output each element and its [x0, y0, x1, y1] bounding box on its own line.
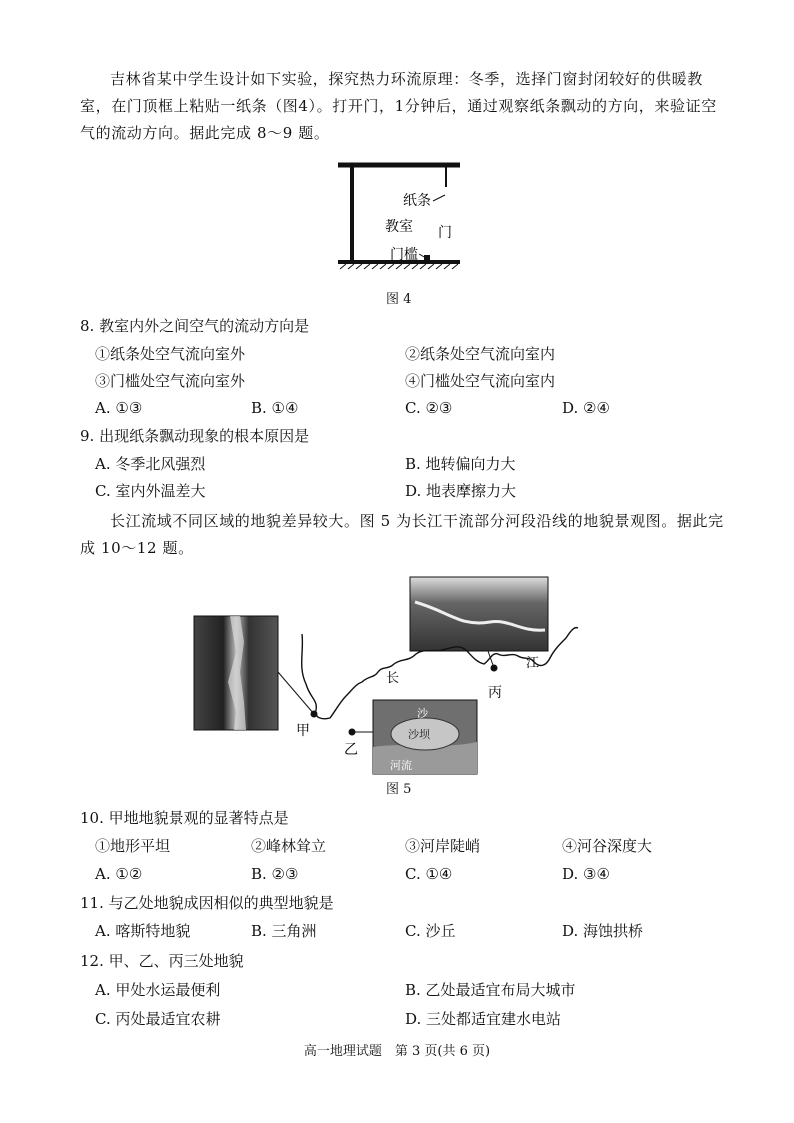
q10-item-4: ④河谷深度大 [562, 837, 653, 855]
q12-option-a: A. 甲处水运最便利 [95, 981, 221, 999]
paper-strip-pointer [433, 195, 445, 201]
figure-5-diagram [190, 572, 610, 777]
q11-option-b: B. 三角洲 [251, 922, 317, 940]
q8-option-d: D. ②④ [562, 399, 610, 417]
q10-option-c: C. ①④ [405, 865, 453, 883]
question-10-stem: 10. 甲地地貌景观的显著特点是 [80, 809, 289, 827]
q12-option-b: B. 乙处最适宜布局大城市 [405, 981, 576, 999]
q8-item-1: ①纸条处空气流向室外 [95, 345, 246, 363]
question-11-stem: 11. 与乙处地貌成因相似的典型地貌是 [80, 894, 334, 912]
q9-option-a: A. 冬季北风强烈 [95, 455, 206, 473]
label-chang: 长 [386, 671, 400, 686]
label-jia: 甲 [296, 723, 310, 739]
label-door-sill: 门槛 [390, 247, 418, 263]
intro-paragraph-10-12: 长江流域不同区域的地貌差异较大。图 5 为长江干流部分河段沿线的地貌景观图。据此完成 10～12 题。 [80, 512, 724, 557]
q8-option-a: A. ①③ [95, 399, 143, 417]
photo-label-sandbar: 沙坝 [408, 728, 430, 741]
photo-label-river: 河流 [390, 759, 412, 772]
q10-item-2: ②峰林耸立 [251, 837, 327, 855]
q10-item-1: ①地形平坦 [95, 837, 171, 855]
q12-option-c: C. 丙处最适宜农耕 [95, 1010, 221, 1028]
q8-item-4: ④门槛处空气流向室内 [405, 372, 556, 390]
label-classroom: 教室 [385, 219, 413, 235]
q8-option-c: C. ②③ [405, 399, 453, 417]
label-bing: 丙 [488, 685, 502, 701]
q10-option-b: B. ②③ [251, 865, 299, 883]
photo-jia-gorge [194, 616, 278, 730]
page-footer: 高一地理试题 第 3 页(共 6 页) [303, 1044, 491, 1059]
question-8-stem: 8. 教室内外之间空气的流动方向是 [80, 317, 310, 335]
q8-item-3: ③门槛处空气流向室外 [95, 372, 246, 390]
photo-bing-valley [410, 577, 548, 651]
intro-paragraph-8-9: 吉林省某中学生设计如下实验，探究热力环流原理：冬季，选择门窗封闭较好的供暖教室，在门顶框上粘贴一纸条（图4）。打开门，1分钟后，通过观察纸条飘动的方向，来验证空气的流动方向。据此完成 8～9 题。 [80, 70, 717, 142]
q10-item-3: ③河岸陡峭 [405, 837, 481, 855]
question-12-stem: 12. 甲、乙、丙三处地貌 [80, 952, 244, 970]
ground-hatching [340, 264, 458, 269]
leader-jia [278, 672, 314, 714]
q9-option-b: B. 地转偏向力大 [405, 455, 516, 473]
q10-option-d: D. ③④ [562, 865, 610, 883]
q10-option-a: A. ①② [95, 865, 143, 883]
q9-option-c: C. 室内外温差大 [95, 482, 206, 500]
label-jiang: 江 [526, 656, 540, 671]
q11-option-d: D. 海蚀拱桥 [562, 922, 644, 940]
q11-option-a: A. 喀斯特地貌 [95, 922, 191, 940]
q8-item-2: ②纸条处空气流向室内 [405, 345, 556, 363]
door-sill [424, 255, 430, 261]
question-9-stem: 9. 出现纸条飘动现象的根本原因是 [80, 427, 310, 445]
figure-5-caption: 图 5 [386, 782, 412, 797]
photo-yi-sandbar [373, 700, 477, 774]
q11-option-c: C. 沙丘 [405, 922, 456, 940]
photo-label-top: 沙 [417, 707, 428, 720]
figure-4-caption: 图 4 [386, 292, 412, 307]
figure-4-diagram [330, 155, 470, 275]
q9-option-d: D. 地表摩擦力大 [405, 482, 517, 500]
label-door: 门 [438, 225, 452, 241]
q12-option-d: D. 三处都适宜建水电站 [405, 1010, 562, 1028]
label-paper-strip: 纸条 [403, 193, 431, 209]
label-yi: 乙 [344, 742, 358, 758]
q8-option-b: B. ①④ [251, 399, 299, 417]
